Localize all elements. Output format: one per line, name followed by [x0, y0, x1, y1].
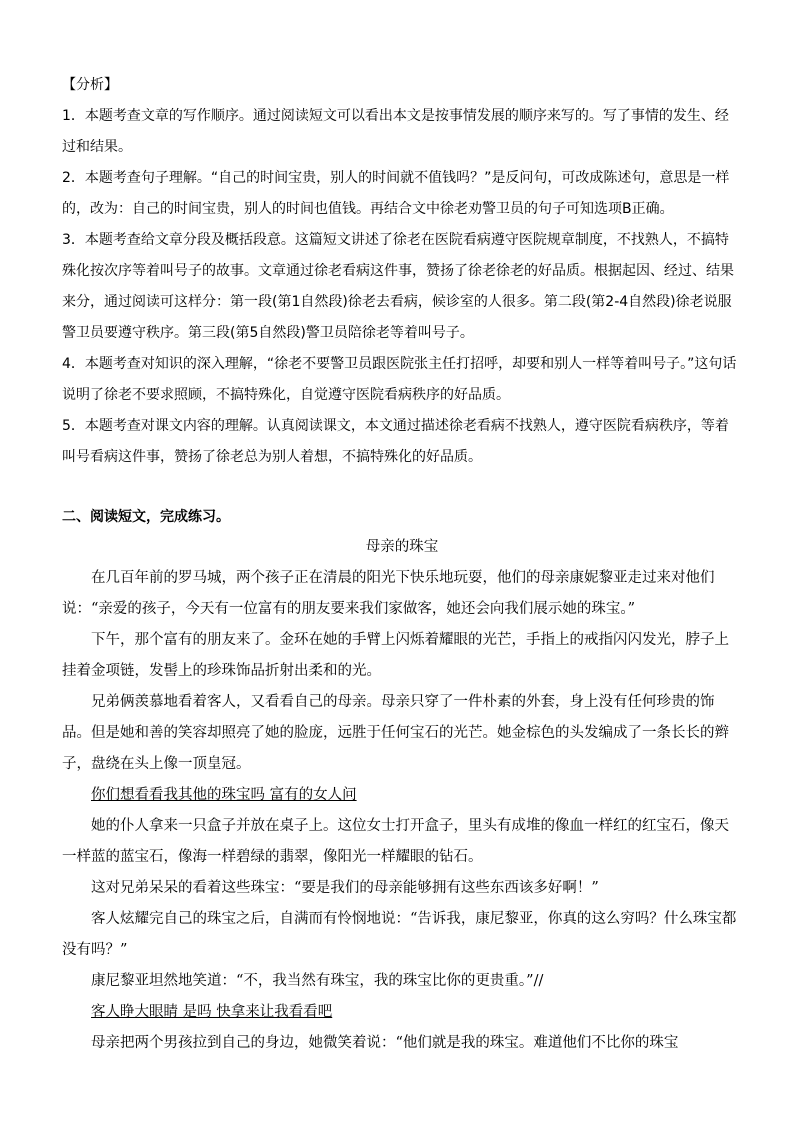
story-paragraph-underlined — [62, 997, 742, 1028]
story-paragraph: 下午，那个富有的朋友来了。金环在她的手臂上闪烁着耀眼的光芒，手指上的戒指闪闪发光，脖子上挂着金项链，发髻上的珍珠饰品折射出柔和的光。 — [62, 632, 729, 679]
story-paragraph: 兄弟俩羡慕地看着客人，又看看自己的母亲。母亲只穿了一件朴素的外套，身上没有任何珍贵的饰品。但是她和善的笑容却照亮了她的脸庞，远胜于任何宝石的光芒。她金棕色的头发编成了一条长长的辫子，盘绕在头上像一顶皇冠。 — [62, 694, 729, 772]
story-title: 母亲的珠宝 — [365, 539, 439, 555]
underlined-sentence: 你们想看看我其他的珠宝吗 富有的女人问 — [91, 787, 357, 803]
analysis-item: 5．本题考查对课文内容的理解。认真阅读课文，本文通过描述徐老看病不找熟人，遵守医院看病秩序，等着叫号看病这件事，赞扬了徐老总为别人着想，不搞特殊化的好品质。 — [62, 418, 729, 465]
section-title: 二、阅读短文，完成练习。 — [62, 509, 230, 525]
analysis-heading: 【分析】 — [62, 77, 118, 93]
analysis-item: 1．本题考查文章的写作顺序。通过阅读短文可以看出本文是按事情发展的顺序来写的。写了事情的发生、经过和结果。 — [62, 108, 729, 155]
story-paragraph: 客人炫耀完自己的珠宝之后，自满而有怜悯地说：“告诉我，康尼黎亚，你真的这么穷吗？什么珠宝都没有吗？” — [62, 911, 737, 958]
story-paragraph: 母亲把两个男孩拉到自己的身边，她微笑着说：“他们就是我的珠宝。难道他们不比你的珠宝 — [91, 1035, 679, 1051]
story-paragraph: 她的仆人拿来一只盒子并放在桌子上。这位女士打开盒子，里头有成堆的像血一样红的红宝石，像天一样蓝的蓝宝石，像海一样碧绿的翡翠，像阳光一样耀眼的钻石。 — [62, 818, 729, 865]
story-paragraph-underlined — [62, 780, 742, 811]
analysis-item: 3．本题考查给文章分段及概括段意。这篇短文讲述了徐老在医院看病遵守医院规章制度，不找熟人，不搞特殊化按次序等着叫号子的故事。文章通过徐老看病这件事，赞扬了徐老徐老的好品质。根据起因、经过、结果来分，通过阅读可这样分：第一段(第1自然段)徐老去看病，候诊室的人很多。第二段(第2-4自然段)徐老说服警卫员要遵守秩序。第三段(第5自然段)警卫员陪徐老等着叫号子。 — [62, 232, 734, 341]
story-paragraph: 在几百年前的罗马城，两个孩子正在清晨的阳光下快乐地玩耍，他们的母亲康妮黎亚走过来对他们说：“亲爱的孩子，今天有一位富有的朋友要来我们家做客，她还会向我们展示她的珠宝。” — [62, 570, 715, 617]
analysis-section — [62, 70, 742, 473]
story-passage — [62, 532, 742, 1059]
story-paragraph: 康尼黎亚坦然地笑道：“不，我当然有珠宝，我的珠宝比你的更贵重。”// — [91, 973, 544, 989]
analysis-item: 4．本题考查对知识的深入理解，“徐老不要警卫员跟医院张主任打招呼，却要和别人一样等着叫号子。”这句话说明了徐老不要求照顾，不搞特殊化，自觉遵守医院看病秩序的好品质。 — [62, 356, 737, 403]
underlined-sentence: 客人睁大眼睛 是吗 快拿来让我看看吧 — [91, 1004, 333, 1020]
story-paragraph: 这对兄弟呆呆的看着这些珠宝：“要是我们的母亲能够拥有这些东西该多好啊！” — [91, 880, 599, 896]
analysis-item: 2．本题考查句子理解。“自己的时间宝贵，别人的时间就不值钱吗？”是反问句，可改成陈述句，意思是一样的，改为：自己的时间宝贵，别人的时间也值钱。再结合文中徐老劝警卫员的句子可知选项B正确。 — [62, 170, 730, 217]
